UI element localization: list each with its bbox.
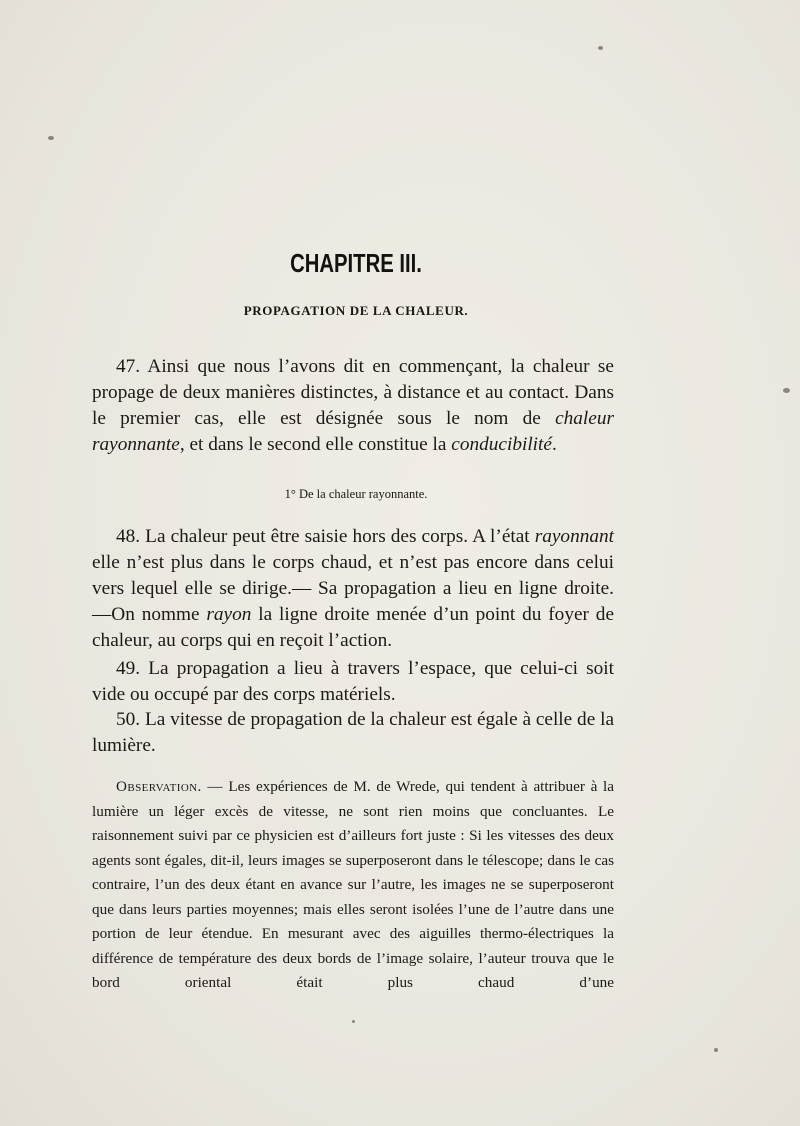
observation-label: Observation. — [116, 778, 202, 795]
paragraph-49 — [92, 656, 614, 708]
italic-term: conducibilité — [451, 434, 552, 455]
paragraph-number: 48. — [116, 526, 141, 547]
ink-spot — [48, 136, 54, 140]
observation-text: — Les expériences de M. de Wrede, qui tendent à attribuer à la lumière un léger excès de vitesse, ne sont rien moins que concluantes. Le raisonnement suivi par ce physicien est d’ailleurs fort juste : Si les vitesses des deux agents sont égales, dit-il, leurs images se superposeront dans le télescope; dans le cas contraire, l’un des deux étant en avance sur l’autre, les images ne se superposeront que dans leurs parties moyennes; mais elles seront isolées l’une de l’autre dans une portion de leur étendue. En mesurant avec des aiguilles thermo-électriques la différence de température des deux bords de l’image solaire, l’auteur trouva que le bord oriental était plus chaud d’une — [92, 778, 614, 991]
ink-spot — [598, 46, 603, 50]
ink-spot — [714, 1048, 718, 1052]
ink-spot — [783, 388, 790, 393]
paragraph-50 — [92, 707, 614, 759]
paragraph-text: La vitesse de propagation de la chaleur est égale à celle de la lumière. — [92, 709, 614, 756]
paragraph-48 — [92, 524, 614, 654]
paragraph-number: 50. — [116, 709, 141, 730]
paragraph-text: Ainsi que nous l’avons dit en commençant, la chaleur se propage de deux manières distinctes, à distance et au contact. Dans le premier cas, elle est désignée sous le nom de — [92, 356, 614, 429]
chapter-title: CHAPITRE III. — [290, 248, 422, 278]
paragraph-text: La propagation a lieu à travers l’espace, que celui-ci soit vide ou occupé par des corps matériels. — [92, 658, 614, 705]
paragraph-text: elle n’est plus dans le corps chaud, et n’est pas encore dans celui vers lequel elle se dirige.— Sa propagation a lieu en ligne droite. —On nomme — [92, 552, 614, 625]
paragraph-text: la ligne droite menée d’un point du foyer de chaleur, au corps qui en reçoit l’action. — [92, 604, 614, 651]
subheading: 1° De la chaleur rayonnante. — [284, 487, 428, 501]
paragraph-number: 47. — [116, 356, 141, 377]
paragraph-text: La chaleur peut être saisie hors des corps. A l’état — [140, 526, 535, 547]
section-title: PROPAGATION DE LA CHALEUR. — [243, 303, 469, 318]
italic-term: rayon — [206, 604, 252, 625]
italic-term: chaleur rayonnante — [92, 408, 614, 455]
paragraph-text: , et dans le second elle constitue la — [179, 434, 452, 455]
observation-note — [92, 775, 614, 996]
ink-spot — [352, 1020, 355, 1023]
paragraph-47 — [92, 354, 614, 458]
italic-term: rayonnant — [534, 526, 614, 547]
paragraph-number: 49. — [116, 658, 141, 679]
paragraph-text: . — [551, 434, 557, 455]
